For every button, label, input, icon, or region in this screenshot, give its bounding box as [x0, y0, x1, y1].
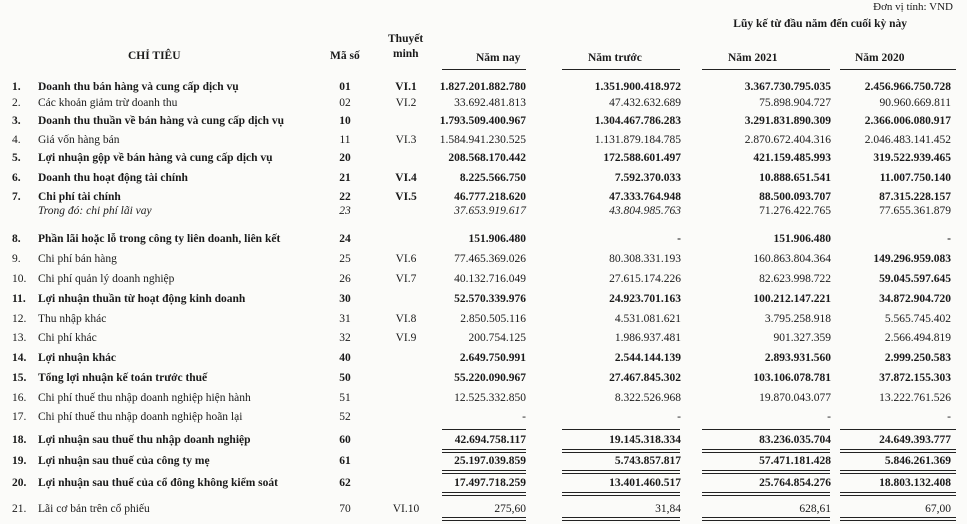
- row-code: 52: [339, 411, 351, 423]
- row-value: 17.497.718.259: [454, 477, 526, 489]
- table-row: [0, 150, 967, 166]
- header-col-2021: Năm 2021: [728, 52, 778, 64]
- header-col-current-year: Năm nay: [476, 52, 521, 64]
- total-rule: [562, 470, 680, 471]
- row-number: 8.: [12, 233, 21, 245]
- row-value: 1.986.937.481: [614, 332, 681, 344]
- total-rule: [840, 452, 956, 453]
- row-value: 43.804.985.763: [609, 205, 681, 217]
- table-row: [0, 350, 967, 366]
- total-rule: [702, 492, 830, 493]
- row-value: 19.145.318.334: [609, 434, 681, 446]
- total-rule: [442, 449, 526, 450]
- row-label: Lợi nhuận sau thuế của công ty mẹ: [38, 455, 210, 467]
- row-value: 2.850.505.116: [460, 313, 526, 325]
- table-row: [0, 251, 967, 267]
- row-value: 88.500.093.707: [759, 191, 831, 203]
- row-number: 11.: [12, 293, 26, 305]
- row-label: Doanh thu bán hàng và cung cấp dịch vụ: [38, 81, 239, 93]
- row-code: 21: [339, 172, 351, 184]
- total-rule: [702, 449, 830, 450]
- row-value: 25.764.854.276: [759, 477, 831, 489]
- row-code: 10: [339, 115, 351, 127]
- row-code: 30: [339, 293, 351, 305]
- row-value: 25.197.039.859: [454, 455, 526, 467]
- total-rule: [442, 495, 526, 496]
- row-value: 5.846.261.369: [884, 455, 951, 467]
- row-value: 10.888.651.541: [759, 172, 831, 184]
- cumulative-header: Lũy kế từ đầu năm đến cuối kỳ này: [733, 18, 907, 30]
- row-value: -: [522, 411, 526, 423]
- row-note: VI.10: [392, 503, 420, 515]
- row-code: 26: [339, 273, 351, 285]
- row-value: 2.544.144.139: [614, 352, 681, 364]
- row-value: 2.999.250.583: [884, 352, 951, 364]
- total-rule: [840, 517, 956, 518]
- row-value: 37.653.919.617: [454, 205, 526, 217]
- row-value: 71.276.422.765: [759, 205, 831, 217]
- row-value: 33.692.481.813: [454, 97, 526, 109]
- row-code: 24: [339, 233, 351, 245]
- row-value: 19.870.043.077: [759, 392, 831, 404]
- row-note: VI.9: [395, 332, 417, 344]
- header-code: Mã số: [330, 50, 360, 62]
- row-code: 25: [339, 253, 351, 265]
- table-row: [0, 330, 967, 346]
- row-note: VI.4: [395, 172, 417, 184]
- total-rule: [840, 449, 956, 450]
- row-number: 13.: [12, 332, 27, 344]
- row-value: 172.588.601.497: [603, 152, 681, 164]
- header-underline: [562, 69, 680, 70]
- row-value: 3.367.730.795.035: [744, 81, 831, 93]
- table-row: [0, 501, 967, 517]
- row-number: 9.: [12, 253, 21, 265]
- row-value: 2.649.750.991: [459, 352, 526, 364]
- total-rule: [702, 520, 830, 521]
- row-number: 10.: [12, 273, 27, 285]
- row-value: 82.623.998.722: [759, 273, 831, 285]
- total-rule: [702, 429, 830, 430]
- row-value: 77.465.369.026: [454, 253, 526, 265]
- row-value: 3.795.258.918: [764, 313, 831, 325]
- row-value: 1.793.509.400.967: [439, 115, 526, 127]
- row-note: VI.1: [395, 81, 417, 93]
- row-value: 24.923.701.163: [609, 293, 681, 305]
- row-label: Thu nhập khác: [38, 313, 107, 325]
- total-rule: [442, 492, 526, 493]
- row-label: Chi phí tài chính: [38, 191, 121, 203]
- row-label: Trong đó: chi phí lãi vay: [38, 205, 152, 217]
- total-rule: [562, 429, 680, 430]
- row-value: 27.615.174.226: [609, 273, 681, 285]
- row-number: 15.: [12, 372, 27, 384]
- row-value: 2.893.931.560: [764, 352, 831, 364]
- row-value: -: [947, 411, 951, 423]
- row-code: 51: [339, 392, 351, 404]
- row-value: 1.304.467.786.283: [594, 115, 681, 127]
- row-note: VI.6: [395, 253, 417, 265]
- table-row: [0, 409, 967, 425]
- row-value: 42.694.758.117: [454, 434, 526, 446]
- row-code: 11: [339, 134, 351, 146]
- row-value: 1.351.900.418.972: [594, 81, 681, 93]
- row-value: 12.525.332.850: [454, 392, 526, 404]
- row-value: 2.456.966.750.728: [864, 81, 951, 93]
- total-rule: [442, 429, 526, 430]
- total-rule: [702, 473, 830, 474]
- row-value: 52.570.339.976: [454, 293, 526, 305]
- total-rule: [840, 520, 956, 521]
- row-code: 40: [339, 352, 351, 364]
- table-row: [0, 475, 967, 491]
- row-value: 160.863.804.364: [753, 253, 831, 265]
- header-underline: [442, 69, 526, 70]
- unit-label: Đơn vị tính: VND: [873, 1, 953, 13]
- row-value: 46.777.218.620: [454, 191, 526, 203]
- row-value: 55.220.090.967: [454, 372, 526, 384]
- table-row: [0, 79, 967, 95]
- row-value: 47.333.764.948: [609, 191, 681, 203]
- row-number: 20.: [12, 477, 27, 489]
- row-value: 3.291.831.890.309: [744, 115, 831, 127]
- total-rule: [840, 470, 956, 471]
- row-value: 103.106.078.781: [753, 372, 831, 384]
- row-label: Doanh thu hoạt động tài chính: [38, 172, 188, 184]
- row-value: 24.649.393.777: [879, 434, 951, 446]
- row-value: 67,00: [925, 503, 951, 515]
- total-rule: [562, 520, 680, 521]
- table-row: [0, 95, 967, 111]
- row-label: Chi phí thuế thu nhập doanh nghiệp hoãn lại: [38, 411, 243, 423]
- row-number: 4.: [12, 134, 21, 146]
- row-label: Lãi cơ bản trên cổ phiếu: [38, 503, 150, 515]
- table-row: [0, 203, 967, 219]
- row-number: 21.: [12, 503, 27, 515]
- total-rule: [562, 452, 680, 453]
- row-value: 2.566.494.819: [884, 332, 951, 344]
- total-rule: [562, 495, 680, 496]
- row-label: Lợi nhuận khác: [38, 352, 116, 364]
- row-number: 14.: [12, 352, 27, 364]
- row-code: 50: [339, 372, 351, 384]
- total-rule: [442, 470, 526, 471]
- total-rule: [702, 517, 830, 518]
- row-value: 18.803.132.408: [879, 477, 951, 489]
- row-number: 19.: [12, 455, 27, 467]
- row-value: 5.743.857.817: [614, 455, 681, 467]
- row-value: 57.471.181.428: [759, 455, 831, 467]
- table-row: [0, 170, 967, 186]
- row-code: 31: [339, 313, 351, 325]
- row-code: 20: [339, 152, 351, 164]
- row-value: 80.308.331.193: [609, 253, 681, 265]
- row-value: 1.584.941.230.525: [439, 134, 526, 146]
- total-rule: [702, 470, 830, 471]
- row-value: -: [677, 233, 681, 245]
- row-value: 87.315.228.157: [879, 191, 951, 203]
- total-rule: [442, 452, 526, 453]
- table-row: [0, 311, 967, 327]
- header-col-2020: Năm 2020: [855, 52, 905, 64]
- total-rule: [702, 452, 830, 453]
- row-label: Tổng lợi nhuận kế toán trước thuế: [38, 372, 208, 384]
- table-row: [0, 113, 967, 129]
- row-value: 8.225.566.750: [459, 172, 526, 184]
- row-value: 151.906.480: [773, 233, 831, 245]
- row-number: 3.: [12, 115, 21, 127]
- row-value: 421.159.485.993: [753, 152, 831, 164]
- row-value: 13.401.460.517: [609, 477, 681, 489]
- table-row: [0, 390, 967, 406]
- row-value: 27.467.845.302: [609, 372, 681, 384]
- row-code: 60: [339, 434, 351, 446]
- header-underline: [840, 69, 956, 70]
- row-note: VI.5: [395, 191, 417, 203]
- row-label: Chi phí bán hàng: [38, 253, 117, 265]
- row-note: VI.3: [395, 134, 417, 146]
- row-number: 5.: [12, 152, 21, 164]
- row-value: 151.906.480: [468, 233, 526, 245]
- row-value: 208.568.170.442: [448, 152, 526, 164]
- total-rule: [562, 473, 680, 474]
- row-value: 200.754.125: [468, 332, 526, 344]
- row-label: Giá vốn hàng bán: [38, 134, 120, 146]
- row-value: -: [827, 411, 831, 423]
- row-number: 18.: [12, 434, 27, 446]
- row-value: 628,61: [799, 503, 831, 515]
- total-rule: [562, 492, 680, 493]
- row-value: 8.322.526.968: [614, 392, 681, 404]
- row-number: 7.: [12, 191, 21, 203]
- row-code: 01: [339, 81, 351, 93]
- row-code: 32: [339, 332, 351, 344]
- header-indicator: CHỈ TIÊU: [128, 50, 181, 62]
- table-row: [0, 231, 967, 247]
- row-label: Phần lãi hoặc lỗ trong công ty liên doanh, liên kết: [38, 233, 281, 245]
- total-rule: [840, 495, 956, 496]
- total-rule: [562, 449, 680, 450]
- row-label: Lợi nhuận thuần từ hoạt động kinh doanh: [38, 293, 246, 305]
- row-number: 17.: [12, 411, 27, 423]
- table-row: [0, 370, 967, 386]
- row-label: Doanh thu thuần về bán hàng và cung cấp dịch vụ: [38, 115, 285, 127]
- row-value: -: [677, 411, 681, 423]
- row-value: 1.131.879.184.785: [594, 134, 681, 146]
- row-number: 16.: [12, 392, 27, 404]
- row-code: 23: [339, 205, 351, 217]
- header-note-line1: Thuyết: [388, 33, 424, 45]
- total-rule: [442, 473, 526, 474]
- total-rule: [702, 495, 830, 496]
- row-value: 90.960.669.811: [879, 97, 951, 109]
- row-value: 31,84: [655, 503, 681, 515]
- header-col-previous-year: Năm trước: [588, 52, 642, 64]
- row-value: 2.366.006.080.917: [864, 115, 951, 127]
- table-row: [0, 453, 967, 469]
- row-note: VI.8: [395, 313, 417, 325]
- row-value: 40.132.716.049: [454, 273, 526, 285]
- total-rule: [442, 520, 526, 521]
- row-value: 11.007.750.140: [879, 172, 951, 184]
- row-value: 77.655.361.879: [879, 205, 951, 217]
- row-code: 22: [339, 191, 351, 203]
- total-rule: [442, 517, 526, 518]
- table-row: [0, 132, 967, 148]
- row-code: 61: [339, 455, 351, 467]
- row-number: 2.: [12, 97, 21, 109]
- row-number: 12.: [12, 313, 27, 325]
- row-value: 1.827.201.882.780: [439, 81, 526, 93]
- row-number: 1.: [12, 81, 21, 93]
- row-value: 2.046.483.141.452: [864, 134, 951, 146]
- row-label: Lợi nhuận sau thuế của cổ đông không kiểm soát: [38, 477, 278, 489]
- total-rule: [840, 429, 956, 430]
- row-code: 62: [339, 477, 351, 489]
- total-rule: [840, 492, 956, 493]
- table-row: [0, 291, 967, 307]
- total-rule: [840, 473, 956, 474]
- row-code: 02: [339, 97, 351, 109]
- row-value: 2.870.672.404.316: [744, 134, 831, 146]
- row-label: Lợi nhuận gộp về bán hàng và cung cấp dịch vụ: [38, 152, 273, 164]
- row-value: 75.898.904.727: [759, 97, 831, 109]
- row-value: 7.592.370.033: [614, 172, 681, 184]
- row-value: 901.327.359: [773, 332, 831, 344]
- row-label: Lợi nhuận sau thuế thu nhập doanh nghiệp: [38, 434, 251, 446]
- row-value: 5.565.745.402: [884, 313, 951, 325]
- row-value: 47.432.632.689: [609, 97, 681, 109]
- row-value: 37.872.155.303: [879, 372, 951, 384]
- table-row: [0, 432, 967, 448]
- row-value: 13.222.761.526: [879, 392, 951, 404]
- row-number: 6.: [12, 172, 21, 184]
- row-value: -: [947, 233, 951, 245]
- row-value: 83.236.035.704: [759, 434, 831, 446]
- header-note-line2: minh: [393, 48, 419, 60]
- row-value: 34.872.904.720: [879, 293, 951, 305]
- row-label: Chi phí quản lý doanh nghiệp: [38, 273, 175, 285]
- row-label: Chi phí thuế thu nhập doanh nghiệp hiện hành: [38, 392, 251, 404]
- row-label: Các khoản giảm trừ doanh thu: [38, 97, 178, 109]
- row-label: Chi phí khác: [38, 332, 97, 344]
- row-note: VI.7: [395, 273, 417, 285]
- row-value: 59.045.597.645: [879, 273, 951, 285]
- row-value: 100.212.147.221: [753, 293, 831, 305]
- row-value: 275,60: [494, 503, 526, 515]
- row-value: 4.531.081.621: [614, 313, 681, 325]
- table-row: [0, 271, 967, 287]
- header-underline: [702, 69, 830, 70]
- total-rule: [562, 517, 680, 518]
- row-code: 70: [339, 503, 351, 515]
- row-note: VI.2: [395, 97, 417, 109]
- row-value: 149.296.959.083: [873, 253, 951, 265]
- row-value: 319.522.939.465: [873, 152, 951, 164]
